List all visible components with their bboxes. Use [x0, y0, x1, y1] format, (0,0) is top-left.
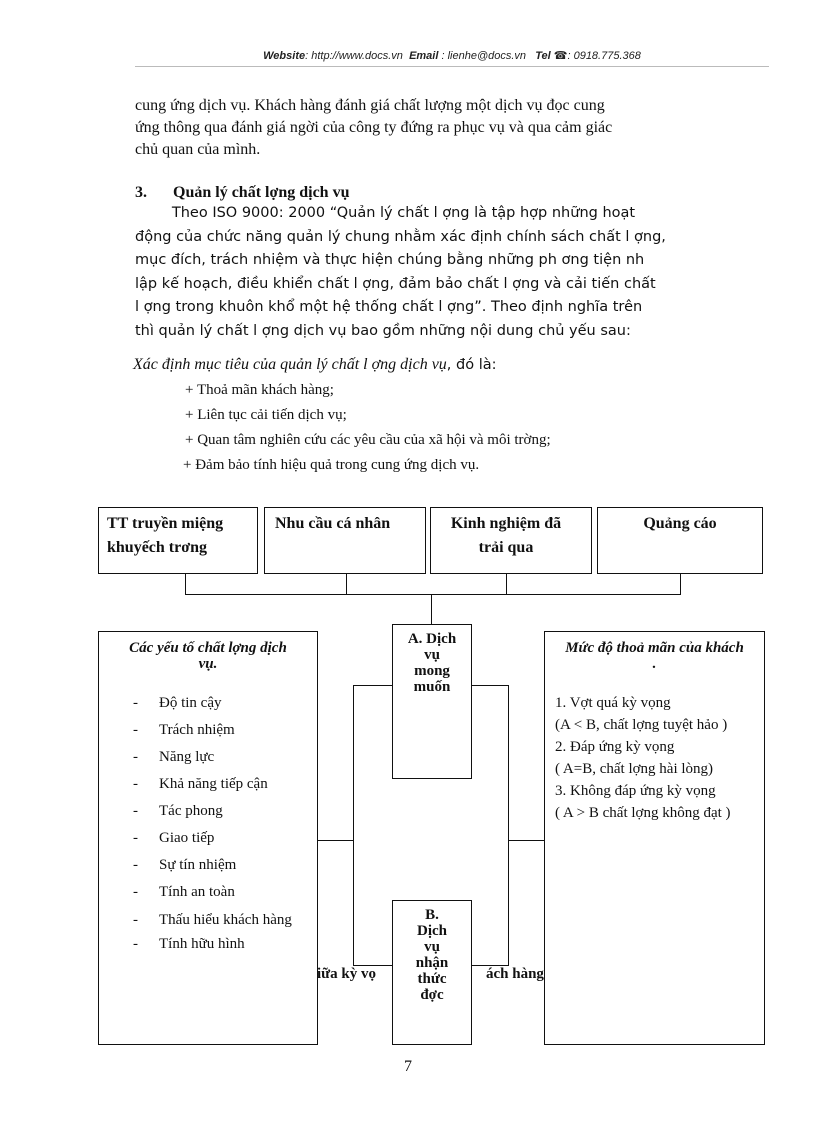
list-item: - Thấu hiểu khách hàng: [99, 906, 317, 931]
list-item: - Sự tín nhiệm: [99, 852, 317, 879]
connector-line: [508, 685, 509, 965]
list-item: 2. Đáp ứng kỳ vọng: [555, 739, 675, 755]
goal-item: + Liên tục cải tiến dịch vụ;: [185, 407, 347, 423]
section-heading: [135, 184, 349, 202]
connector-line: [318, 840, 353, 841]
connector-line: [353, 965, 392, 966]
intro-line: chủ quan của mình.: [135, 141, 261, 158]
email-value[interactable]: : lienhe@docs.vn: [438, 50, 527, 62]
website-label: Website: [263, 50, 306, 62]
intro-paragraph: [135, 95, 767, 161]
list-item: - Trách nhiệm: [99, 717, 317, 744]
expected-service-box: [392, 624, 472, 779]
connector-line: [431, 594, 432, 624]
section-title: Quản lý chất lợng dịch vụ: [173, 184, 350, 201]
body-paragraph: [135, 202, 767, 343]
list-item: - Khả năng tiếp cận: [99, 771, 317, 798]
dash-bullet: -: [133, 857, 138, 873]
page-header: [135, 49, 769, 62]
tel-label: Tel: [535, 50, 551, 62]
connector-line: [353, 685, 392, 686]
body-line: thì quản lý chất l ợng dịch vụ bao gồm những nội dung chủ yếu sau:: [135, 322, 631, 339]
list-item: ( A > B chất lợng không đạt ): [555, 805, 731, 821]
list-item: 3. Không đáp ứng kỳ vọng: [555, 783, 716, 799]
body-line: động của chức năng quản lý chung nhằm xác định chính sách chất l ợng,: [135, 228, 666, 245]
dash-bullet: -: [133, 722, 138, 738]
dash-bullet: -: [133, 936, 138, 952]
body-line: Theo ISO 9000: 2000 “Quản lý chất l ợng là tập hợp những hoạt: [135, 205, 636, 221]
connector-line: [185, 594, 681, 595]
perceived-service-box: [392, 900, 472, 1045]
header-divider: [135, 66, 769, 67]
top-box-advertising: [597, 507, 763, 574]
dash-bullet: -: [133, 695, 138, 711]
top-box-label: Quảng cáo: [643, 515, 717, 532]
goals-intro-tail: , đó là:: [446, 357, 497, 373]
body-line: mục đích, trách nhiệm và thực hiện chúng bằng những ph ơng tiện nh: [135, 252, 645, 268]
quality-factors-box: [98, 631, 318, 1045]
top-box-label: Kinh nghiệm đã trải qua: [450, 515, 562, 556]
list-item: - Tính hữu hình: [99, 931, 317, 958]
tel-value: ☎: 0918.775.368: [553, 50, 641, 62]
top-box-past-experience: [430, 507, 592, 574]
email-label: Email: [409, 50, 439, 62]
connector-line: [508, 840, 545, 841]
page-number: 7: [404, 1058, 412, 1075]
expected-service-label: A. Dịch vụ mong muốn: [407, 631, 457, 695]
list-item: 1. Vợt quá kỳ vọng: [555, 695, 671, 711]
satisfaction-list: [545, 672, 764, 824]
list-item: - Tác phong: [99, 798, 317, 825]
dash-bullet: -: [133, 912, 138, 928]
connector-line: [680, 574, 681, 594]
dash-bullet: -: [133, 803, 138, 819]
goal-item: + Thoả mãn khách hàng;: [185, 382, 334, 398]
website-value[interactable]: : http://www.docs.vn: [305, 50, 403, 62]
top-box-label: TT truyền miệng khuyếch trơng: [107, 515, 224, 556]
connector-line: [346, 574, 347, 594]
list-item: - Tính an toàn: [99, 879, 317, 906]
goal-item: + Quan tâm nghiên cứu các yêu cầu của xã hội và môi trờng;: [185, 432, 551, 448]
top-box-word-of-mouth: [98, 507, 258, 574]
section-number: 3.: [135, 184, 147, 201]
top-box-label: Nhu cầu cá nhân: [275, 515, 391, 532]
dash-bullet: -: [133, 884, 138, 900]
quality-factors-list: [99, 690, 317, 958]
satisfaction-title: Mức độ thoả mãn của khách .: [565, 640, 744, 672]
list-item: - Giao tiếp: [99, 825, 317, 852]
quality-factors-title: Các yếu tố chất lợng dịch vụ.: [129, 640, 287, 672]
overlap-text-right: ách hàng: [486, 966, 544, 982]
perceived-service-label: B. Dịch vụ nhận thức đợc: [415, 907, 449, 1003]
dash-bullet: -: [133, 776, 138, 792]
dash-bullet: -: [133, 749, 138, 765]
list-item: (A < B, chất lợng tuyệt hảo ): [555, 717, 728, 733]
connector-line: [506, 574, 507, 594]
list-item: ( A=B, chất lợng hài lòng): [555, 761, 714, 777]
overlap-text-left: iữa kỳ vọ: [317, 966, 377, 982]
satisfaction-box: [544, 631, 765, 1045]
top-box-personal-needs: [264, 507, 426, 574]
list-item: - Năng lực: [99, 744, 317, 771]
connector-line: [471, 685, 509, 686]
goals-intro-italic: Xác định mục tiêu của quản lý chất l ợng dịch vụ: [133, 356, 447, 373]
intro-line: ứng thông qua đánh giá ngời của công ty đứng ra phục vụ và qua cảm giác: [135, 119, 613, 136]
body-line: lập kế hoạch, điều khiển chất l ợng, đảm bảo chất l ợng và cải tiến chất: [135, 275, 656, 292]
body-line: l ợng trong khuôn khổ một hệ thống chất l ợng”. Theo định nghĩa trên: [135, 299, 643, 315]
goal-item: + Đảm bảo tính hiệu quả trong cung ứng dịch vụ.: [183, 457, 480, 473]
list-item: - Độ tin cậy: [99, 690, 317, 717]
dash-bullet: -: [133, 830, 138, 846]
goals-intro: [133, 356, 497, 374]
connector-line: [471, 965, 509, 966]
connector-line: [185, 574, 186, 594]
connector-line: [353, 685, 354, 965]
intro-line: cung ứng dịch vụ. Khách hàng đánh giá chất lượng một dịch vụ đọc cung: [135, 97, 605, 114]
